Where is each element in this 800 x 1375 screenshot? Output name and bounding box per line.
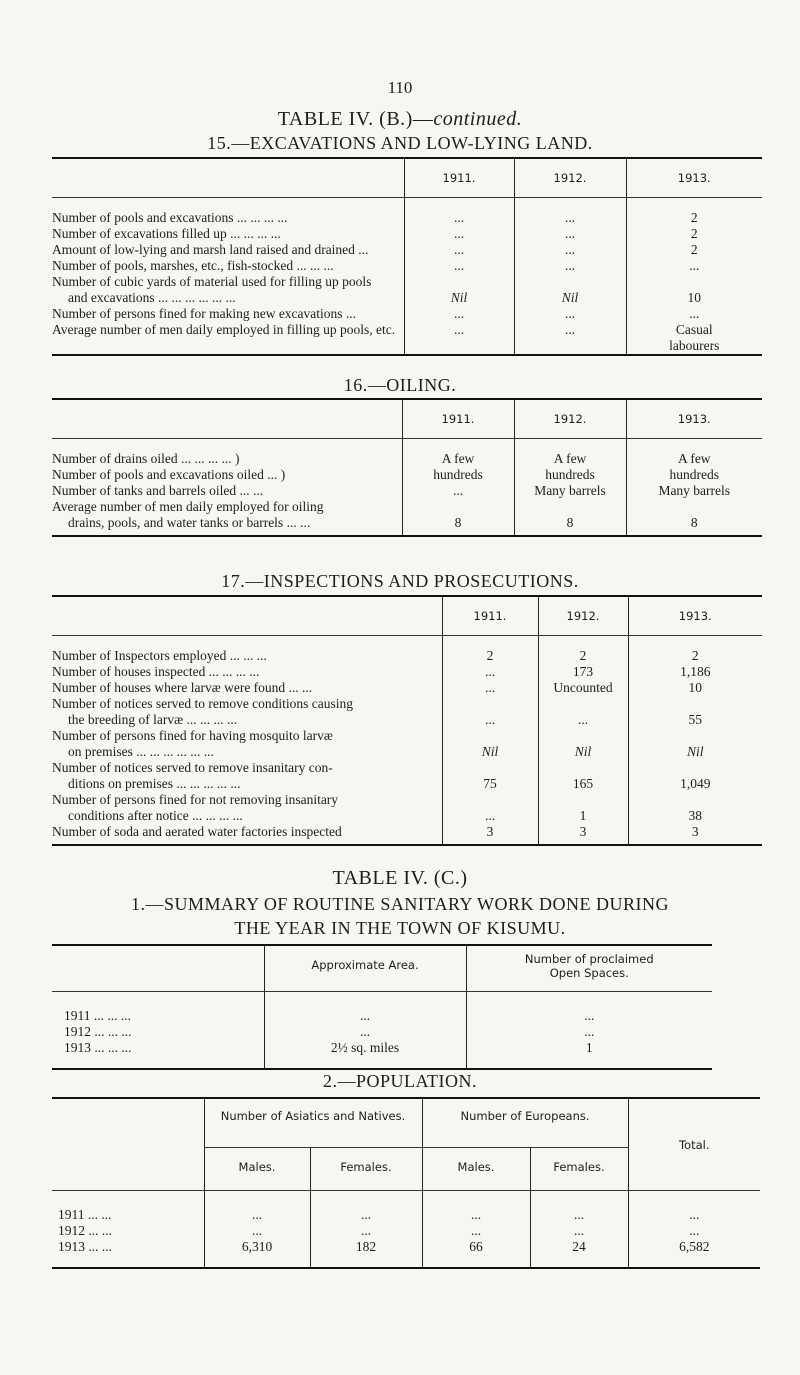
year-cell: 1912 ... ...: [58, 1223, 112, 1238]
value-cell: 1,049: [628, 776, 762, 792]
value-cell: ...: [530, 1191, 628, 1224]
value-cell: ...: [514, 198, 626, 227]
value-cell: [442, 728, 538, 744]
year-cell: 1912 ... ... ...: [64, 1024, 132, 1039]
value-cell: [538, 760, 628, 776]
value-cell: 173: [538, 664, 628, 680]
value-cell: 3: [628, 824, 762, 845]
row-label: ditions on premises ... ... ... ... ...: [68, 776, 241, 791]
value-cell: [626, 274, 762, 290]
value-cell: [404, 338, 514, 355]
value-cell: ...: [404, 198, 514, 227]
col-europeans-males: Males.: [422, 1148, 530, 1191]
table-row: [52, 728, 762, 744]
value-cell: 165: [538, 776, 628, 792]
row-label: Number of tanks and barrels oiled ... ...: [52, 483, 264, 498]
col-1911: 1911.: [442, 596, 538, 636]
table-row: [52, 290, 762, 306]
col-1913: 1913.: [626, 158, 762, 198]
value-cell: labourers: [626, 338, 762, 355]
section-16-title: 16.—OILING.: [343, 375, 457, 395]
value-cell: [402, 499, 514, 515]
value-cell: hundreds: [514, 467, 626, 483]
value-cell: Nil: [628, 744, 762, 760]
row-label: Number of Inspectors employed ... ... ...: [52, 648, 267, 663]
col-europeans: Number of Europeans.: [422, 1098, 628, 1148]
value-cell: ...: [628, 1223, 760, 1239]
value-cell: [538, 728, 628, 744]
table-row: [52, 808, 762, 824]
table-header-row: [52, 596, 762, 636]
row-label: Amount of low-lying and marsh land raised and drained ...: [52, 242, 369, 257]
value-cell: Casual: [626, 322, 762, 338]
value-cell: [514, 274, 626, 290]
row-label: Number of persons fined for having mosquito larvæ: [52, 728, 333, 743]
table-row: [52, 439, 762, 468]
row-label: the breeding of larvæ ... ... ... ...: [68, 712, 238, 727]
table-iv-b-title: TABLE IV. (B.)—: [277, 108, 434, 130]
value-cell: ...: [514, 258, 626, 274]
value-cell: 8: [514, 515, 626, 536]
area-cell: ...: [264, 992, 466, 1025]
col-1912: 1912.: [514, 399, 626, 439]
table-header-row: [52, 399, 762, 439]
col-asiatics-females: Females.: [310, 1148, 422, 1191]
value-cell: 10: [628, 680, 762, 696]
population-table: [52, 1097, 760, 1269]
value-cell: ...: [442, 808, 538, 824]
row-label: Number of persons fined for making new excavations ...: [52, 306, 357, 321]
year-cell: 1911 ... ... ...: [64, 1008, 131, 1023]
value-cell: 2: [442, 636, 538, 665]
value-cell: ...: [514, 226, 626, 242]
value-cell: ...: [442, 664, 538, 680]
value-cell: A few: [402, 439, 514, 468]
row-label: on premises ... ... ... ... ... ...: [68, 744, 214, 759]
table-row: [52, 680, 762, 696]
table-row: [52, 760, 762, 776]
value-cell: Uncounted: [538, 680, 628, 696]
col-1911: 1911.: [402, 399, 514, 439]
oiling-table: [52, 398, 762, 537]
value-cell: ...: [422, 1223, 530, 1239]
value-cell: ...: [204, 1191, 310, 1224]
table-iv-b-continued: continued.: [433, 108, 523, 130]
value-cell: hundreds: [626, 467, 762, 483]
row-label: Number of cubic yards of material used for filling up pools: [52, 274, 372, 289]
row-label: Number of notices served to remove insanitary con-: [52, 760, 333, 775]
value-cell: ...: [404, 242, 514, 258]
value-cell: ...: [626, 258, 762, 274]
table-header-row: [52, 945, 712, 992]
row-label: Number of drains oiled ... ... ... ... ): [52, 451, 240, 466]
value-cell: ...: [422, 1191, 530, 1224]
row-label: Number of pools and excavations oiled ... ): [52, 467, 286, 482]
table-row: [52, 274, 762, 290]
table-row: [52, 515, 762, 536]
value-cell: [628, 728, 762, 744]
value-cell: Many barrels: [514, 483, 626, 499]
table-iv-b-heading: [0, 108, 800, 131]
inspections-table: [52, 595, 762, 846]
population-title: 2.—POPULATION.: [322, 1071, 477, 1091]
row-label: and excavations ... ... ... ... ... ...: [68, 290, 236, 305]
value-cell: ...: [514, 322, 626, 338]
value-cell: 2: [626, 226, 762, 242]
summary-title-line-1: 1.—SUMMARY OF ROUTINE SANITARY WORK DONE DURING: [131, 894, 669, 914]
value-cell: ...: [310, 1223, 422, 1239]
value-cell: ...: [628, 1191, 760, 1224]
value-cell: ...: [310, 1191, 422, 1224]
value-cell: hundreds: [402, 467, 514, 483]
row-label: Number of notices served to remove conditions causing: [52, 696, 354, 711]
value-cell: [514, 338, 626, 355]
table-row: [52, 242, 762, 258]
col-approximate-area: Approximate Area.: [264, 945, 466, 992]
col-1911: 1911.: [404, 158, 514, 198]
excavations-table: [52, 157, 762, 356]
value-cell: Many barrels: [626, 483, 762, 499]
col-1912: 1912.: [538, 596, 628, 636]
row-label: Number of soda and aerated water factories inspected: [52, 824, 342, 839]
row-label: Number of pools, marshes, etc., fish-stocked ... ... ...: [52, 258, 334, 273]
col-open-spaces-line-1: Number of proclaimed: [524, 952, 654, 966]
row-label: drains, pools, and water tanks or barrels ... ...: [68, 515, 311, 530]
table-row: [52, 792, 762, 808]
value-cell: ...: [538, 712, 628, 728]
value-cell: ...: [442, 680, 538, 696]
value-cell: Nil: [514, 290, 626, 306]
value-cell: ...: [402, 483, 514, 499]
value-cell: 8: [402, 515, 514, 536]
table-row: [52, 1239, 760, 1268]
value-cell: 2: [628, 636, 762, 665]
value-cell: Nil: [538, 744, 628, 760]
spaces-cell: ...: [466, 992, 712, 1025]
value-cell: 24: [530, 1239, 628, 1268]
table-row: [52, 1024, 712, 1040]
value-cell: 1: [538, 808, 628, 824]
value-cell: 10: [626, 290, 762, 306]
table-row: [52, 198, 762, 227]
value-cell: ...: [530, 1223, 628, 1239]
value-cell: [538, 792, 628, 808]
spaces-cell: ...: [466, 1024, 712, 1040]
row-label: conditions after notice ... ... ... ...: [68, 808, 243, 823]
table-row: [52, 712, 762, 728]
table-row: [52, 1040, 712, 1069]
value-cell: [538, 696, 628, 712]
value-cell: [442, 760, 538, 776]
table-header-row: [52, 158, 762, 198]
value-cell: ...: [404, 258, 514, 274]
table-row: [52, 1191, 760, 1224]
value-cell: 6,310: [204, 1239, 310, 1268]
area-cell: ...: [264, 1024, 466, 1040]
table-row: [52, 824, 762, 845]
value-cell: 3: [442, 824, 538, 845]
year-cell: 1911 ... ...: [58, 1207, 112, 1222]
table-row: [52, 992, 712, 1025]
summary-title-line-2: THE YEAR IN THE TOWN OF KISUMU.: [234, 918, 566, 938]
value-cell: 2: [626, 198, 762, 227]
col-open-spaces: [466, 945, 712, 992]
value-cell: Nil: [442, 744, 538, 760]
table-row: [52, 696, 762, 712]
value-cell: ...: [204, 1223, 310, 1239]
row-label: Number of pools and excavations ... ... ... ...: [52, 210, 288, 225]
page-number: 110: [387, 78, 413, 97]
row-label: Number of houses where larvæ were found ... ...: [52, 680, 313, 695]
value-cell: [404, 274, 514, 290]
value-cell: [442, 696, 538, 712]
table-row: [52, 338, 762, 355]
value-cell: ...: [404, 306, 514, 322]
col-europeans-females: Females.: [530, 1148, 628, 1191]
col-1912: 1912.: [514, 158, 626, 198]
value-cell: ...: [404, 226, 514, 242]
col-asiatics-natives: Number of Asiatics and Natives.: [204, 1098, 422, 1148]
value-cell: 38: [628, 808, 762, 824]
spaces-cell: 1: [466, 1040, 712, 1069]
value-cell: ...: [626, 306, 762, 322]
table-row: [52, 226, 762, 242]
value-cell: [628, 696, 762, 712]
table-iv-c-title: TABLE IV. (C.): [332, 867, 468, 889]
value-cell: 6,582: [628, 1239, 760, 1268]
row-label: Number of excavations filled up ... ... ... ...: [52, 226, 281, 241]
row-label: Number of houses inspected ... ... ... ...: [52, 664, 260, 679]
value-cell: 1,186: [628, 664, 762, 680]
value-cell: A few: [626, 439, 762, 468]
col-asiatics-males: Males.: [204, 1148, 310, 1191]
value-cell: 182: [310, 1239, 422, 1268]
value-cell: [442, 792, 538, 808]
summary-table: [52, 944, 712, 1070]
year-cell: 1913 ... ...: [58, 1239, 112, 1254]
table-row: [52, 306, 762, 322]
table-row: [52, 776, 762, 792]
value-cell: 55: [628, 712, 762, 728]
section-17-title: 17.—INSPECTIONS AND PROSECUTIONS.: [221, 571, 579, 591]
area-cell: 2½ sq. miles: [264, 1040, 466, 1069]
row-label: Average number of men daily employed for oiling: [52, 499, 324, 514]
value-cell: [626, 499, 762, 515]
value-cell: 75: [442, 776, 538, 792]
year-cell: 1913 ... ... ...: [64, 1040, 132, 1055]
value-cell: Nil: [404, 290, 514, 306]
value-cell: ...: [404, 322, 514, 338]
col-1913: 1913.: [628, 596, 762, 636]
value-cell: [628, 760, 762, 776]
col-total: Total.: [628, 1098, 760, 1191]
value-cell: A few: [514, 439, 626, 468]
row-label: Number of persons fined for not removing insanitary: [52, 792, 339, 807]
table-row: [52, 467, 762, 483]
table-row: [52, 636, 762, 665]
value-cell: 66: [422, 1239, 530, 1268]
table-header-row: [52, 1098, 760, 1148]
value-cell: [628, 792, 762, 808]
value-cell: 2: [626, 242, 762, 258]
section-15-title: 15.—EXCAVATIONS AND LOW-LYING LAND.: [207, 133, 593, 153]
col-1913: 1913.: [626, 399, 762, 439]
col-open-spaces-line-2: Open Spaces.: [549, 966, 629, 980]
value-cell: 3: [538, 824, 628, 845]
value-cell: ...: [442, 712, 538, 728]
row-label: Average number of men daily employed in filling up pools, etc.: [52, 322, 396, 337]
value-cell: ...: [514, 242, 626, 258]
table-row: [52, 744, 762, 760]
value-cell: ...: [514, 306, 626, 322]
table-row: [52, 258, 762, 274]
table-row: [52, 1223, 760, 1239]
table-row: [52, 483, 762, 499]
table-row: [52, 322, 762, 338]
table-row: [52, 664, 762, 680]
value-cell: 2: [538, 636, 628, 665]
table-row: [52, 499, 762, 515]
row-label: [52, 338, 404, 355]
value-cell: 8: [626, 515, 762, 536]
value-cell: [514, 499, 626, 515]
